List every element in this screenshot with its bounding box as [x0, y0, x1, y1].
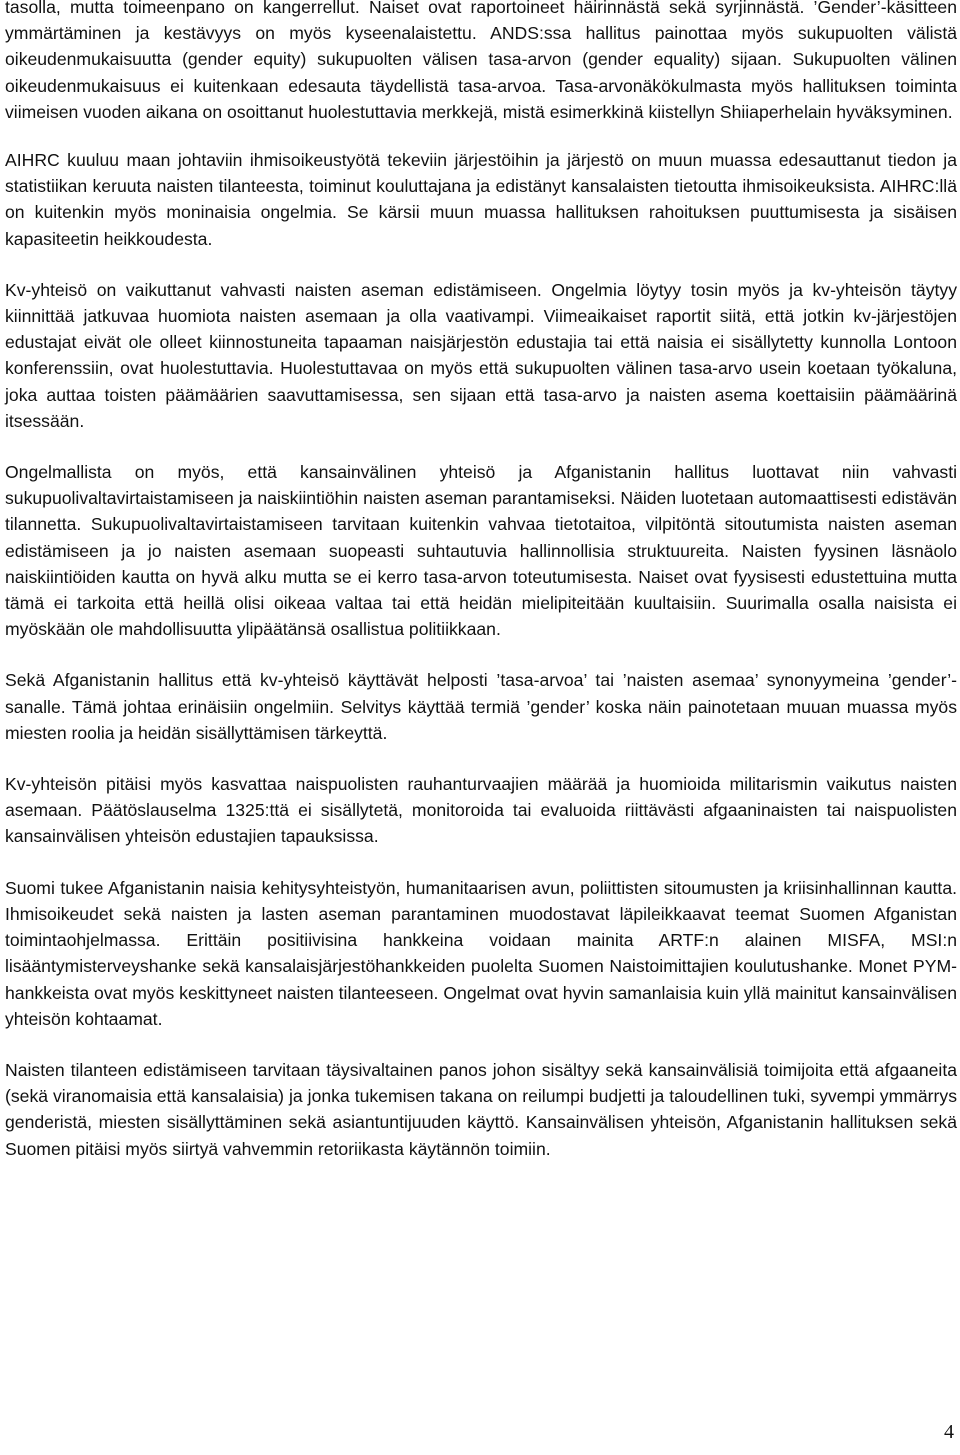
- paragraph-gender-concept: tasolla, mutta toimeenpano on kangerrellut. Naiset ovat raportoineet häirinnästä sekä syrjinnästä. ’Gender’-käsitteen ymmärtäminen ja kestävyys on myös kyseenalaistettu. ANDS:ssa hallitus painottaa myös sukupuolten välistä oikeudenmukaisuutta (gender equity) sukupuolten välisen tasa-arvon (gender equality) sijaan. Sukupuolten välinen oikeudenmukaisuus ei kuitenkaan edesauta täydellistä tasa-arvoa. Tasa-arvonäkökulmasta myös hallituksen toiminta viimeisen vuoden aikana on osoittanut huolestuttavia merkkejä, mistä esimerkkinä kiistellyn Shiiaperhelain hyväksyminen.: [5, 0, 957, 122]
- paragraph-finland-support: Suomi tukee Afganistanin naisia kehitysyhteistyön, humanitaarisen avun, poliittisten sitoumusten ja kriisinhallinnan kautta. Ihmisoikeudet sekä naisten ja lasten aseman parantaminen muodostavat läpileikkaavat teemat Suomen Afganistan toimintaohjelmassa. Erittäin positiivisina hankkeina voidaan mainita ARTF:n alainen MISFA, MSI:n lisääntymisterveyshanke sekä kansalaisjärjestöhankkeiden puolelta Suomen Naistoimittajien koulutushanke. Monet PYM-hankkeista ovat myös keskittyneet naisten tilanteeseen. Ongelmat ovat hyvin samanlaisia kuin yllä mainitut kansainvälisen yhteisön kohtaamat.: [5, 877, 957, 1029]
- paragraph-international-community: Kv-yhteisö on vaikuttanut vahvasti naisten aseman edistämiseen. Ongelmia löytyy tosin myös ja kv-yhteisön täytyy kiinnittää jatkuvaa huomiota naisten asemaan ja olla vaativampi. Viimeaikaiset raportit siitä, että jotkin kv-järjestöjen edustajat eivät ole olleet kiinnostuneita tapaaman naisjärjestön edustajia tai että naisia ei sisällytetty kunnolla Lontoon konferenssiin, ovat huolestuttavia. Huolestuttavaa on myös että sukupuolten välinen tasa-arvo usein koetaan työkaluna, joka auttaa toisten päämäärien saavuttamisessa, sen sijaan että tasa-arvo ja naisten asema koettaisiin päämäärinä itsessään.: [5, 279, 957, 431]
- page-number: 4: [944, 1421, 954, 1443]
- paragraph-aihrc: AIHRC kuuluu maan johtaviin ihmisoikeustyötä tekeviin järjestöihin ja järjestö on muun muassa edesauttanut tiedon ja statistiikan keruuta naisten tilanteesta, toiminut kouluttajana ja edistänyt kansalaisten tietoutta ihmisoikeuksista. AIHRC:llä on kuitenkin myös moninaisia ongelmia. Se kärsii muun muassa hallituksen rahoituksen puuttumisesta ja sisäisen kapasiteetin heikkoudesta.: [5, 150, 957, 249]
- paragraph-conclusion: Naisten tilanteen edistämiseen tarvitaan täysivaltainen panos johon sisältyy sekä kansainvälisiä toimijoita että afgaaneita (sekä viranomaisia että kansalaisia) ja jonka tukemisen takana on reilumpi budjetti ja taloudellinen tuki, syvempi ymmärrys genderistä, miesten sisällyttäminen sekä asiantuntijuuden käyttö. Kansainvälisen yhteisön, Afganistanin hallituksen sekä Suomen pitäisi myös siirtyä vahvemmin retoriikasta käytännön toimiin.: [5, 1059, 957, 1159]
- paragraph-peacekeepers: Kv-yhteisön pitäisi myös kasvattaa naispuolisten rauhanturvaajien määrää ja huomioida militarismin vaikutus naisten asemaan. Päätöslauselma 1325:ttä ei sisällytetä, monitoroida tai evaluoida riittävästi afgaaninaisten tai naispuolisten kansainvälisen yhteisön edustajien tapauksissa.: [5, 774, 957, 847]
- paragraph-gender-mainstreaming: Ongelmallista on myös, että kansainvälinen yhteisö ja Afganistanin hallitus luottavat niin vahvasti sukupuolivaltavirtaistamiseen ja naiskiintiöhin naisten aseman parantamiseksi. Näiden luotetaan automaattisesti edistävän tilannetta. Sukupuolivaltavirtaistamiseen tarvitaan kuitenkin vahvaa tietotaitoa, vilpitöntä sitoutumista naisten aseman edistämiseen ja jo naisten asemaan suopeasti suhtautuvia hallinnollisia struktuureita. Naisten fyysinen läsnäolo naiskiintiöiden kautta on hyvä alku mutta se ei kerro tasa-arvon toteutumisesta. Naiset ovat fyysisesti edustettuina mutta tämä ei tarkoita että heillä olisi oikeaa valtaa tai että heidän mielipiteitään kuultaisiin. Suurimalla osalla naisista ei myöskään ole mahdollisuutta ylipäätänsä osallistua politiikkaan.: [5, 462, 957, 640]
- paragraph-gender-terminology: Sekä Afganistanin hallitus että kv-yhteisö käyttävät helposti ’tasa-arvoa’ tai ’naisten asemaa’ synonyymeina ’gender’-sanalle. Tämä johtaa erinäisiin ongelmiin. Selvitys käyttää termiä ’gender’ koska näin painotetaan muuan muassa myös miesten roolia ja heidän sisällyttämisen tärkeyttä.: [5, 670, 957, 743]
- document-page: [5, 0, 957, 1187]
